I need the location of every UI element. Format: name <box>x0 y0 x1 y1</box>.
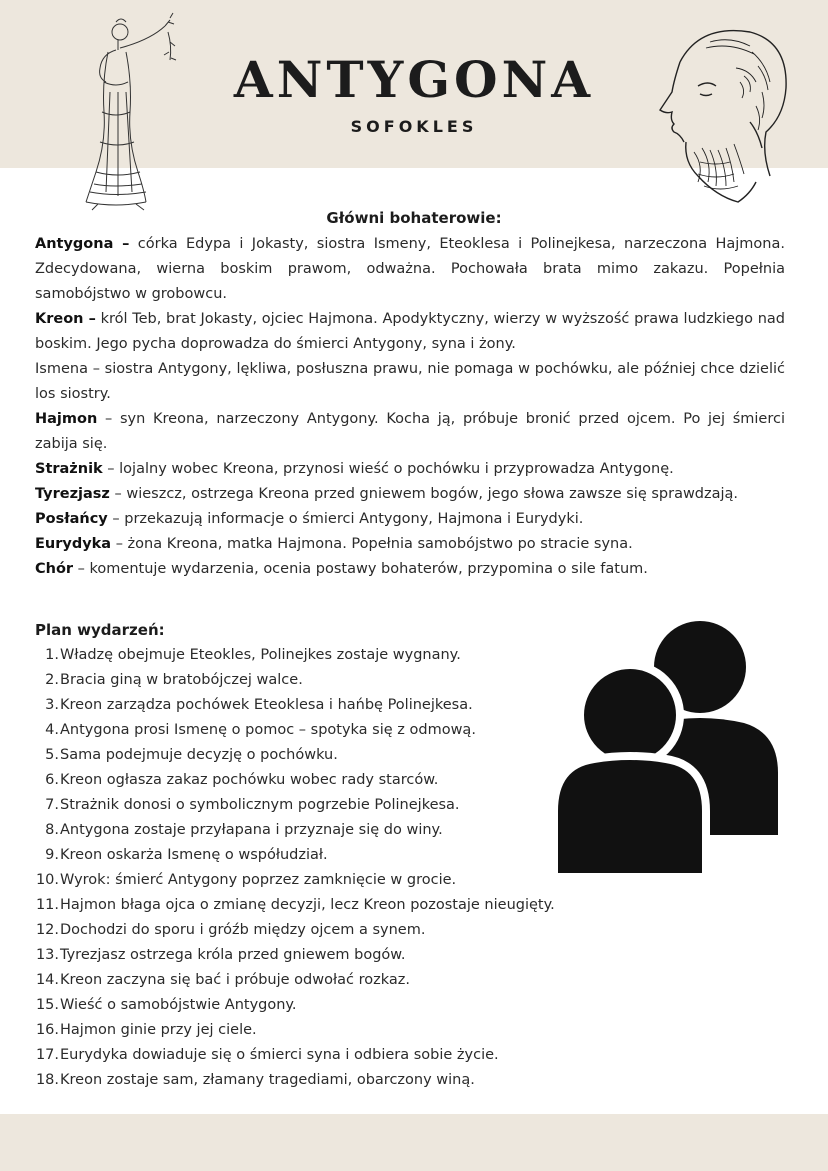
list-item <box>35 918 635 943</box>
document-author: SOFOKLES <box>350 117 478 136</box>
people-icon <box>548 619 780 881</box>
plan-list <box>35 643 635 1093</box>
item-number: 13. <box>35 947 59 963</box>
item-number: 12. <box>35 922 59 938</box>
item-number: 10. <box>35 872 59 888</box>
character-name: Strażnik <box>35 461 103 477</box>
item-text: Bracia giną w bratobójczej walce. <box>60 672 303 688</box>
character-description: – żona Kreona, matka Hajmona. Popełnia samobójstwo po stracie syna. <box>111 536 633 552</box>
item-number: 15. <box>35 997 59 1013</box>
character-name: Hajmon <box>35 411 98 427</box>
character-entry <box>35 307 785 357</box>
character-name: Tyrezjasz <box>35 486 110 502</box>
character-description: – przekazują informacje o śmierci Antygony, Hajmona i Eurydyki. <box>107 511 584 527</box>
item-text: Antygona prosi Ismenę o pomoc – spotyka się z odmową. <box>60 722 476 738</box>
character-name: Kreon – <box>35 311 96 327</box>
footer-band <box>0 1114 828 1171</box>
list-item <box>35 743 635 768</box>
item-text: Wyrok: śmierć Antygony poprzez zamknięcie w grocie. <box>60 872 457 888</box>
list-item <box>35 868 635 893</box>
item-number: 8. <box>45 822 59 838</box>
character-description: córka Edypa i Jokasty, siostra Ismeny, Eteoklesa i Polinejkesa, narzeczona Hajmona. Zdecydowana, wierna boskim prawom, odważna. Pochowała brata mimo zakazu. Popełnia samobójstwo w grobowcu. <box>35 236 785 302</box>
item-number: 2. <box>45 672 59 688</box>
list-item <box>35 793 635 818</box>
list-item <box>35 893 635 918</box>
character-entry <box>35 457 785 482</box>
item-number: 16. <box>35 1022 59 1038</box>
characters-heading: Główni bohaterowie: <box>326 209 502 227</box>
list-item <box>35 943 635 968</box>
character-entry <box>35 482 785 507</box>
item-text: Dochodzi do sporu i gróźb między ojcem a synem. <box>60 922 426 938</box>
plan-heading: Plan wydarzeń: <box>35 621 165 639</box>
list-item <box>35 1043 635 1068</box>
character-name: Posłańcy <box>35 511 108 527</box>
item-text: Strażnik donosi o symbolicznym pogrzebie Polinejkesa. <box>60 797 460 813</box>
item-number: 11. <box>35 897 59 913</box>
item-number: 1. <box>45 647 59 663</box>
item-text: Kreon ogłasza zakaz pochówku wobec rady starców. <box>60 772 439 788</box>
list-item <box>35 693 635 718</box>
character-entry <box>35 357 785 407</box>
item-text: Wieść o samobójstwie Antygony. <box>60 997 297 1013</box>
list-item <box>35 1018 635 1043</box>
list-item <box>35 643 635 668</box>
list-item <box>35 768 635 793</box>
character-entry <box>35 507 785 532</box>
character-description: król Teb, brat Jokasty, ojciec Hajmona. Apodyktyczny, wierzy w wyższość prawa ludzkiego nad boskim. Jego pycha doprowadza do śmierci Antygony, syna i żony. <box>35 311 785 352</box>
item-number: 7. <box>45 797 59 813</box>
item-text: Tyrezjasz ostrzega króla przed gniewem bogów. <box>60 947 406 963</box>
character-entry <box>35 232 785 307</box>
list-item <box>35 843 635 868</box>
item-number: 14. <box>35 972 59 988</box>
list-item <box>35 668 635 693</box>
character-name: Chór <box>35 561 74 577</box>
character-entry <box>35 407 785 457</box>
item-text: Kreon zaczyna się bać i próbuje odwołać rozkaz. <box>60 972 410 988</box>
greek-woman-illustration <box>60 12 185 212</box>
item-text: Hajmon błaga ojca o zmianę decyzji, lecz Kreon pozostaje nieugięty. <box>60 897 555 913</box>
item-text: Antygona zostaje przyłapana i przyznaje się do winy. <box>60 822 443 838</box>
character-description: – lojalny wobec Kreona, przynosi wieść o pochówku i przyprowadza Antygonę. <box>102 461 674 477</box>
list-item <box>35 1068 635 1093</box>
character-description: – wieszcz, ostrzega Kreona przed gniewem bogów, jego słowa zawsze się sprawdzają. <box>109 486 739 502</box>
item-text: Władzę obejmuje Eteokles, Polinejkes zostaje wygnany. <box>60 647 461 663</box>
character-entry <box>35 532 785 557</box>
list-item <box>35 818 635 843</box>
list-item <box>35 968 635 993</box>
item-number: 9. <box>45 847 59 863</box>
item-number: 4. <box>45 722 59 738</box>
item-number: 3. <box>45 697 59 713</box>
list-item <box>35 993 635 1018</box>
character-description: – komentuje wydarzenia, ocenia postawy bohaterów, przypomina o sile fatum. <box>73 561 648 577</box>
character-name: Eurydyka <box>35 536 112 552</box>
character-description: Ismena – siostra Antygony, lękliwa, posłuszna prawu, nie pomaga w pochówku, ale później chce dzielić los siostry. <box>35 361 785 402</box>
item-text: Eurydyka dowiaduje się o śmierci syna i odbiera sobie życie. <box>60 1047 499 1063</box>
item-text: Kreon oskarża Ismenę o współudział. <box>60 847 328 863</box>
character-entry <box>35 557 785 582</box>
list-item <box>35 718 635 743</box>
item-text: Kreon zarządza pochówek Eteoklesa i hańbę Polinejkesa. <box>60 697 473 713</box>
character-description: – syn Kreona, narzeczony Antygony. Kocha ją, próbuje bronić przed ojcem. Po jej śmierci zabija się. <box>35 411 785 452</box>
item-number: 17. <box>35 1047 59 1063</box>
document-title: ANTYGONA <box>233 50 595 109</box>
item-text: Hajmon ginie przy jej ciele. <box>60 1022 257 1038</box>
characters-list <box>35 232 785 582</box>
item-number: 6. <box>45 772 59 788</box>
item-text: Sama podejmuje decyzję o pochówku. <box>60 747 338 763</box>
item-text: Kreon zostaje sam, złamany tragediami, obarczony winą. <box>60 1072 475 1088</box>
item-number: 18. <box>35 1072 59 1088</box>
item-number: 5. <box>45 747 59 763</box>
character-name: Antygona – <box>35 236 130 252</box>
